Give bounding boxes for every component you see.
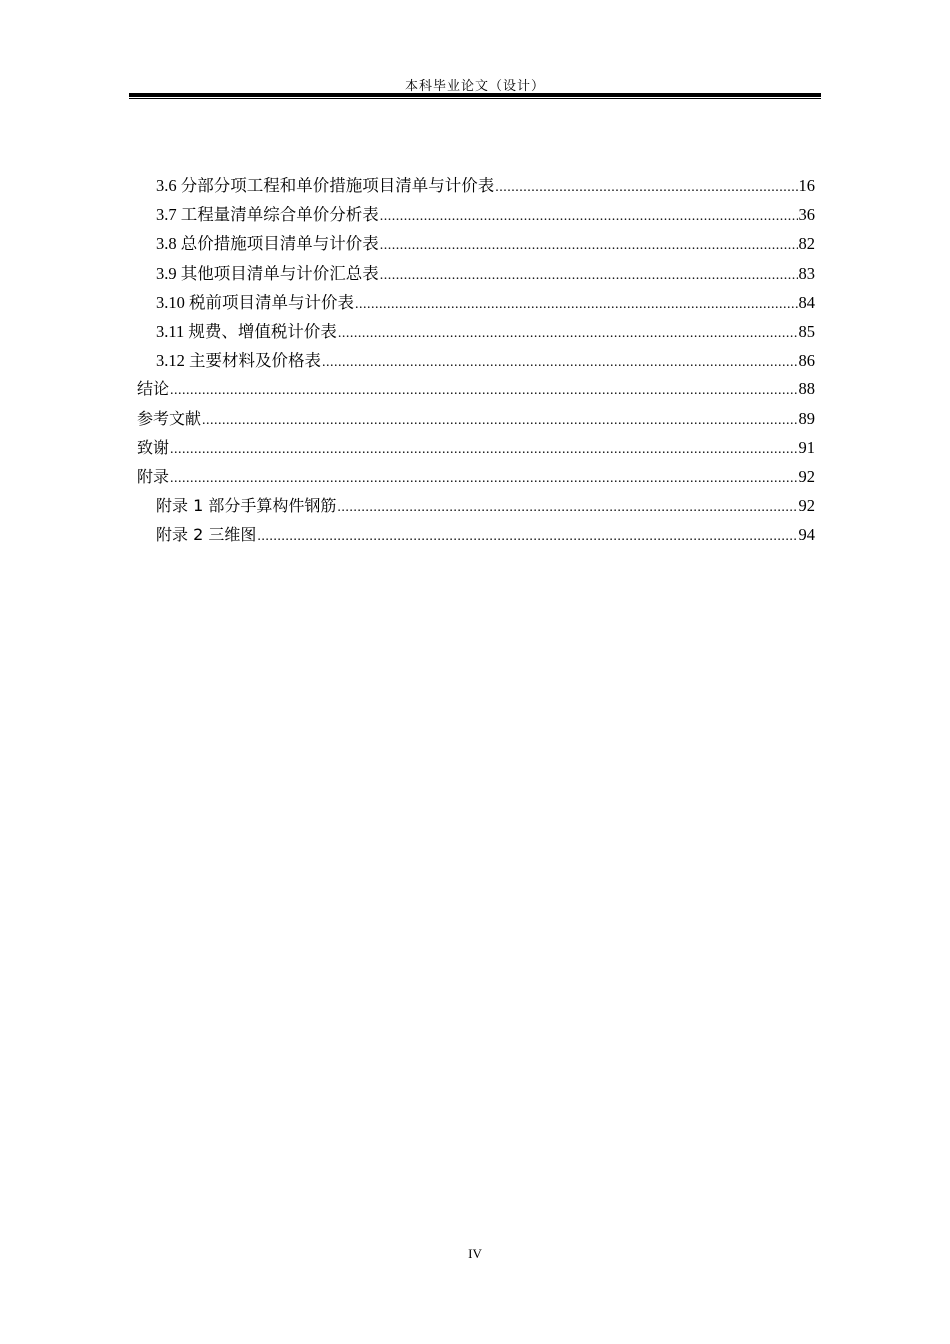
toc-entry[interactable] [137,493,815,522]
toc-entry[interactable] [137,522,815,551]
toc-leader-dots [170,442,797,458]
toc-entry-title: 结论 [137,379,170,399]
toc-entry-title: 3.11 规费、增值税计价表 [156,321,337,341]
toc-entry-title: 3.9 其他项目清单与计价汇总表 [156,263,379,283]
toc-entry-title: 附录 1 部分手算构件钢筋 [156,496,337,516]
toc-leader-dots [202,413,797,429]
header-rule-thin [129,98,821,99]
toc-entry-page: 86 [798,351,815,371]
toc-entry[interactable] [137,464,815,493]
toc-leader-dots [170,383,797,399]
toc-leader-dots [338,326,798,342]
toc-entry-page: 88 [798,379,815,399]
toc-entry-title: 3.8 总价措施项目清单与计价表 [156,234,379,254]
toc-leader-dots [355,297,798,313]
toc-leader-dots [495,180,797,196]
toc-entry[interactable] [137,435,815,464]
toc-entry-page: 94 [798,525,815,545]
header-rule-thick [129,93,821,97]
toc-entry-page: 16 [798,176,815,195]
toc-entry-page: 36 [798,205,815,225]
table-of-contents [137,172,815,551]
toc-entry-title: 致谢 [137,437,170,457]
toc-leader-dots [380,209,798,225]
page-number: IV [468,1246,482,1261]
toc-entry[interactable] [137,260,815,289]
toc-entry[interactable] [137,172,815,201]
toc-entry-title: 3.7 工程量清单综合单价分析表 [156,205,379,225]
toc-entry[interactable] [137,289,815,318]
toc-entry-page: 84 [798,292,815,312]
toc-entry-page: 82 [798,234,815,254]
toc-entry-title: 3.12 主要材料及价格表 [156,351,321,371]
toc-entry-title: 附录 2 三维图 [156,525,257,545]
toc-leader-dots [337,500,797,516]
toc-leader-dots [257,529,797,545]
toc-entry-page: 91 [798,437,815,457]
page-header-title: 本科毕业论文（设计） [404,78,545,93]
toc-entry-title: 3.10 税前项目清单与计价表 [156,292,354,312]
toc-entry-page: 85 [798,321,815,341]
toc-entry-title: 3.6 分部分项工程和单价措施项目清单与计价表 [156,176,495,195]
toc-entry[interactable] [137,376,815,405]
toc-entry-title: 参考文献 [137,408,202,428]
toc-entry-page: 92 [798,496,815,516]
toc-entry[interactable] [137,406,815,435]
toc-entry-title: 附录 [137,466,170,486]
toc-entry[interactable] [137,230,815,259]
toc-entry[interactable] [137,318,815,347]
toc-entry[interactable] [137,347,815,376]
toc-leader-dots [380,238,798,254]
toc-entry[interactable] [137,201,815,230]
toc-leader-dots [380,268,798,284]
toc-entry-page: 83 [798,263,815,283]
toc-leader-dots [170,471,797,487]
toc-entry-page: 92 [798,466,815,486]
toc-leader-dots [322,355,798,371]
toc-entry-page: 89 [798,408,815,428]
